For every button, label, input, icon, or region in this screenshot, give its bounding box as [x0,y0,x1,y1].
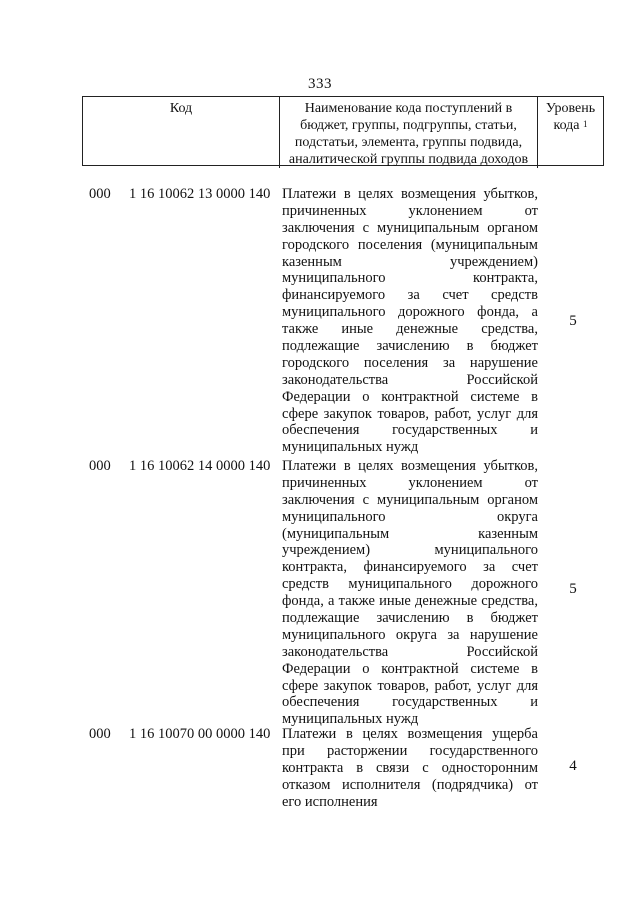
description-line: обеспечения государственных и [282,694,538,711]
administrator-code: 000 [89,186,111,202]
description-line: контракта, финансируемого за счет [282,559,538,576]
income-code: 1 16 10062 14 0000 140 [129,458,271,474]
table-row [0,726,640,811]
description-line: учреждением) муниципального [282,542,538,559]
table-row [0,458,640,728]
description-line: сфере закупок товаров, работ, услуг для [282,677,538,694]
description-line: (муниципальным казенным [282,525,538,542]
description-line: Федерации о контрактной системе в [282,660,538,677]
description-line: заключения с муниципальным органом [282,491,538,508]
table-header [82,96,604,166]
description-line: средств муниципального дорожного [282,576,538,593]
description-line: фонда, а также иные денежные средства, [282,593,538,610]
header-level-line [538,117,603,134]
description-line: Платежи в целях возмещения ущерба [282,726,538,742]
income-code: 1 16 10062 13 0000 140 [129,186,271,202]
description-line: законодательства Российской [282,643,538,660]
table-row [0,186,640,456]
description-line: казенным учреждением) [282,253,538,270]
income-description [282,186,538,456]
income-description [282,726,538,810]
administrator-code: 000 [89,458,111,474]
income-description [282,458,538,728]
description-line: сфере закупок товаров, работ, услуг для [282,405,538,422]
administrator-code: 000 [89,726,111,742]
description-line: Платежи в целях возмещения убытков, [282,458,538,474]
header-name-line: подстатьи, элемента, группы подвида, [294,135,523,150]
code-level: 5 [569,313,577,329]
description-line: заключения с муниципальным органом [282,219,538,236]
description-line: муниципальных нужд [282,439,419,456]
description-line: муниципального округа [282,508,538,525]
header-name-line: Наименование кода поступлений в [304,101,513,116]
description-line: городского поселения (муниципальным [282,236,538,253]
header-level [537,97,603,168]
description-line: обеспечения государственных и [282,422,538,439]
description-line: законодательства Российской [282,371,538,388]
header-name-line: бюджет, группы, подгруппы, статьи, [300,118,517,133]
description-line: причиненных уклонением от [282,202,538,219]
description-line: городского поселения за нарушение [282,354,538,371]
description-line: Платежи в целях возмещения убытков, [282,186,538,202]
description-line: при расторжении государственного [282,742,538,759]
code-level: 4 [569,758,577,774]
description-line: контракта в связи с односторонним [282,759,538,776]
income-code: 1 16 10070 00 0000 140 [129,726,271,742]
description-line: муниципального контракта, [282,270,538,287]
description-line: подлежащие зачислению в бюджет [282,610,538,627]
code-level: 5 [569,581,577,597]
footnote-marker: 1 [583,119,588,129]
header-level-line: Уровень [545,101,596,116]
description-line: Федерации о контрактной системе в [282,388,538,405]
description-line: его исполнения [282,793,378,810]
description-line: отказом исполнителя (подрядчика) от [282,776,538,793]
header-level-word: кода [553,118,580,133]
description-line: финансируемого за счет средств [282,287,538,304]
description-line: также иные денежные средства, [282,321,538,338]
header-code: Код [169,101,193,116]
description-line: муниципального округа за нарушение [282,626,538,643]
description-line: причиненных уклонением от [282,474,538,491]
header-name [279,97,537,168]
page-number: 333 [308,76,332,92]
description-line: муниципальных нужд [282,711,419,728]
description-line: подлежащие зачислению в бюджет [282,338,538,355]
description-line: муниципального дорожного фонда, а [282,304,538,321]
header-name-line: аналитической группы подвида доходов [288,152,529,167]
